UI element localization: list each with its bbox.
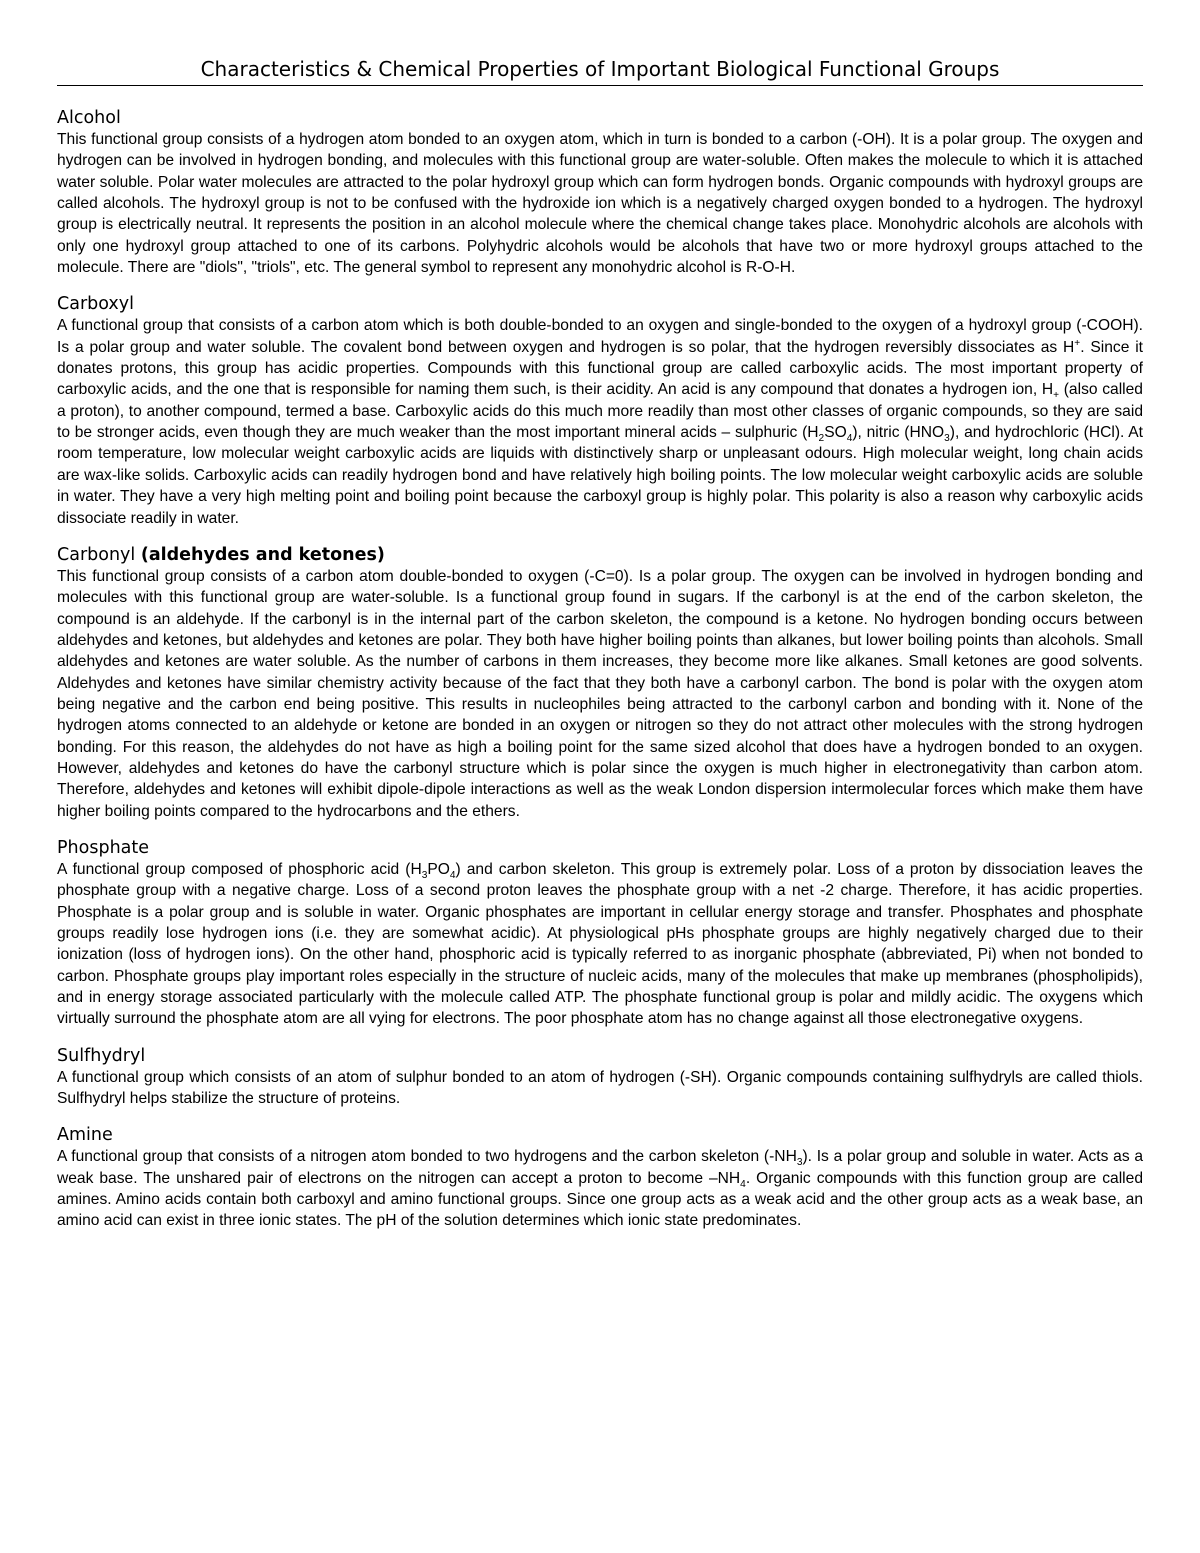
section-body-sulfhydryl: A functional group which consists of an atom of sulphur bonded to an atom of hydrogen (-SH). Organic compounds containing sulfhydryls are called thiols. Sulfhydryl helps stabilize the structure of proteins. (57, 1068, 1143, 1108)
text-run: ) and carbon skeleton. This group is extremely polar. Loss of a proton by dissociation leaves the phosphate group with a negative charge. Loss of a second proton leaves the phosphate group with a net -2 charge. Therefore, it has acidic properties. Phosphate is a polar group and is soluble in water. Organic phosphates are important in cellular energy storage and transfer. Phosphates and phosphate groups readily lose hydrogen ions (i.e. they are somewhat acidic). At physiological pHs phosphate groups are highly negatively charged due to their ionization (loss of hydrogen ions). On the other hand, phosphoric acid is typically referred to as inorganic phosphate (abbreviated, Pi) when not bonded to carbon. Phosphate groups play important roles especially in the structure of nucleic acids, many of the molecules that make up membranes (phospholipids), and in energy storage associated particularly with the molecule called ATP. The phosphate functional group is polar and mildly acidic. The oxygens which virtually surround the phosphate atom are all vying for electrons. The poor phosphate atom has no change against all those electronegative oxygens. (57, 860, 1143, 1028)
section-heading-sulfhydryl: Sulfhydryl (57, 1045, 146, 1066)
superscript: + (1074, 337, 1081, 349)
text-run: (also called a proton), to another compound, termed a base. Carboxylic acids do this much more readily than most other classes of organic compounds, so they are said to be stronger acids, even though they are much weaker than the most important mineral acids – sulphuric (H (57, 381, 1143, 442)
title-divider (57, 85, 1143, 86)
text-run: A functional group that consists of a nitrogen atom bonded to two hydrogens and the carbon skeleton (-NH (57, 1148, 797, 1166)
section-body-amine (57, 1146, 1143, 1231)
section-body-alcohol: This functional group consists of a hydrogen atom bonded to an oxygen atom, which in turn is bonded to a carbon (-OH). It is a polar group. The oxygen and hydrogen can be involved in hydrogen bonding, and molecules with this functional group are water-soluble. Often makes the molecule to which it is attached water soluble. Polar water molecules are attracted to the polar hydroxyl group which can form hydrogen bonds. Organic compounds with hydroxyl groups are called alcohols. The hydroxyl group is not to be confused with the hydroxide ion which is a negatively charged oxygen bonded to a hydrogen. The hydroxyl group is electrically neutral. It represents the position in an alcohol molecule where the chemical change takes place. Monohydric alcohols are alcohols with only one hydroxyl group attached to one of its carbons. Polyhydric alcohols would be alcohols that have two or more hydroxyl groups attached to the molecule. There are "diols", "triols", etc. The general symbol to represent any monohydric alcohol is R-O-H. (57, 131, 1143, 277)
section-body-phosphate (57, 859, 1143, 1030)
section-heading-phosphate: Phosphate (57, 837, 150, 858)
subscript: + (1053, 390, 1060, 402)
subscript: 3 (944, 433, 950, 445)
section-body-carboxyl (57, 315, 1143, 528)
text-run: ). Is a polar group and soluble in water. Acts as a weak base. The unshared pair of electrons on the nitrogen can accept a proton to become –NH (57, 1148, 1144, 1187)
page-title: Characteristics & Chemical Properties of Important Biological Functional Groups (200, 57, 1000, 81)
heading-bold-text: (aldehydes and ketones) (140, 544, 385, 565)
section-amine (57, 1124, 1143, 1231)
subscript: 4 (449, 870, 456, 882)
text-run: . Since it donates protons, this group has acidic properties. Compounds with this functional group are called carboxylic acids. The most important property of carboxylic acids, and the one that is responsible for naming them such, is their acidity. An acid is any compound that donates a hydrogen ion, H (57, 338, 1143, 399)
section-alcohol (57, 107, 1143, 278)
section-heading-alcohol: Alcohol (57, 108, 121, 128)
subscript: 4 (740, 1178, 746, 1190)
text-run: A functional group that consists of a carbon atom which is both double-bonded to an oxygen and single-bonded to the oxygen of a hydroxyl group (-COOH). Is a polar group and water soluble. The covalent bond between oxygen and hydrogen is so polar, that the hydrogen reversibly dissociates as H (57, 317, 1143, 356)
heading-text: Carbonyl (57, 544, 141, 565)
section-carbonyl (57, 544, 1143, 822)
section-heading-carbonyl (57, 544, 1143, 566)
text-run: PO (427, 860, 450, 878)
section-sulfhydryl (57, 1045, 1143, 1110)
section-carboxyl (57, 293, 1143, 528)
text-run: SO (824, 424, 847, 442)
text-run: A functional group composed of phosphoric acid (H (57, 860, 422, 878)
subscript: 4 (846, 433, 853, 445)
text-run: ), and hydrochloric (HCl). At room temperature, low molecular weight carboxylic acids are liquids with distinctively sharp or unpleasant odours. High molecular weight, long chain acids are wax-like solids. Carboxylic acids can readily hydrogen bond and have relatively high boiling points. The low molecular weight carboxylic acids are soluble in water. They have a very high melting point and boiling point because the carboxyl group is highly polar. This polarity is also a reason why carboxylic acids dissociate readily in water. (57, 424, 1143, 527)
subscript: 3 (421, 870, 428, 882)
document-page (57, 56, 1143, 1247)
text-run: ), nitric (HNO (852, 424, 945, 442)
section-phosphate (57, 837, 1143, 1030)
section-heading-amine: Amine (57, 1125, 113, 1146)
text-run: . Organic compounds with this function group are called amines. Amino acids contain both carboxyl and amino functional groups. Since one group acts as a weak acid and the other group acts as a weak base, an amino acid can exist in three ionic states. The pH of the solution determines which ionic state predominates. (57, 1169, 1143, 1230)
section-body-carbonyl: This functional group consists of a carbon atom double-bonded to oxygen (-C=0). Is a polar group. The oxygen can be involved in hydrogen bonding and molecules with this functional group are water-soluble. Is a functional group found in sugars. If the carbonyl is at the end of the carbon skeleton, the compound is an aldehyde. If the carbonyl is in the internal part of the carbon skeleton, the compound is a ketone. No hydrogen bonding occurs between aldehydes and ketones, but aldehydes and ketones are polar. They both have higher boiling points than alkanes, but lower boiling points than alcohols. Small aldehydes and ketones are water soluble. As the number of carbons in them increases, they become more like alkanes. Small ketones are good solvents. Aldehydes and ketones have similar chemistry activity because of the fact that they both have a carbonyl carbon. The bond is polar with the oxygen atom being negative and the carbon end being positive. This results in nucleophiles being attracted to the carbonyl carbon and bonding with it. None of the hydrogen atoms connected to an aldehyde or ketone are bonded in an oxygen or nitrogen so they do not attract other molecules with the strong hydrogen bonding. For this reason, the aldehydes do not have as high a boiling point for the same sized alcohol that does have a hydrogen bonded to an oxygen. However, aldehydes and ketones do have the carbonyl structure which is polar since the oxygen is much higher in electronegativity than carbon atom. Therefore, aldehydes and ketones will exhibit dipole-dipole interactions as well as the weak London dispersion intermolecular forces which make them have higher boiling points compared to the hydrocarbons and the ethers. (57, 567, 1143, 820)
subscript: 2 (818, 433, 825, 445)
section-heading-carboxyl: Carboxyl (57, 294, 134, 315)
subscript: 3 (796, 1157, 803, 1169)
